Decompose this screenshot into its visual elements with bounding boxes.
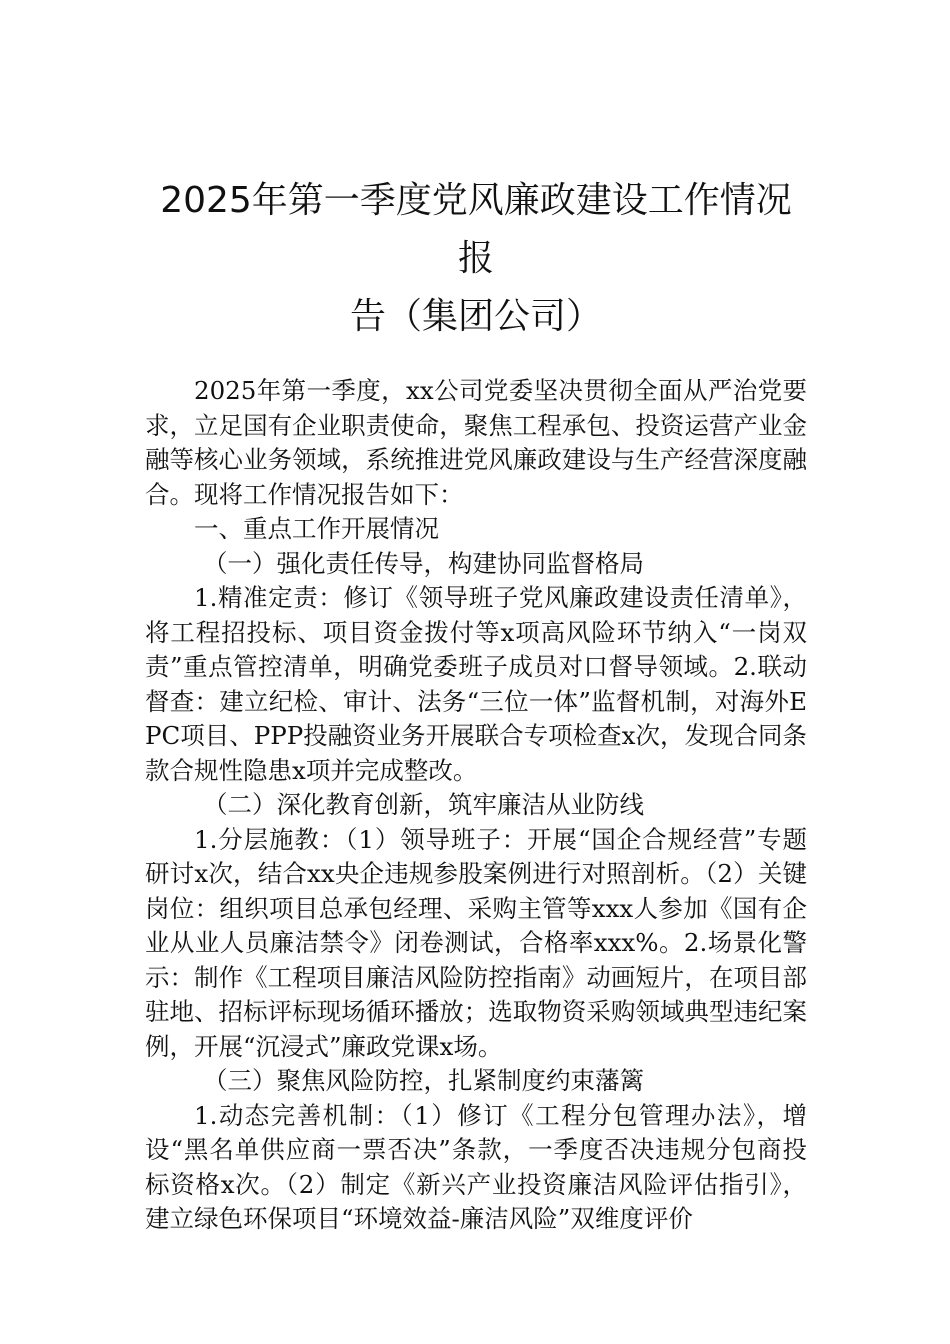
subsection-3-heading: （三）聚焦风险防控，扎紧制度约束藩篱	[203, 1066, 644, 1095]
intro-paragraph: 2025年第一季度，xx公司党委坚决贯彻全面从严治党要求，立足国有企业职责使命，聚焦工程承包、投资运营产业金融等核心业务领域，系统推进党风廉政建设与生产经营深度融合。现将工作情况报告如下：	[145, 376, 807, 509]
document-page	[145, 172, 807, 1237]
title-line-1: 2025年第一季度党风廉政建设工作情况报	[160, 180, 792, 279]
document-title	[145, 172, 807, 346]
subsection-1-body: 1.精准定责：修订《领导班子党风廉政建设责任清单》，将工程招投标、项目资金拨付等x项高风险环节纳入“一岗双责”重点管控清单，明确党委班子成员对口督导领域。2.联动督查：建立纪检、审计、法务“三位一体”监督机制，对海外EPC项目、PPP投融资业务开展联合专项检查x次，发现合同条款合规性隐患x项并完成整改。	[145, 583, 807, 785]
section-1-heading: 一、重点工作开展情况	[194, 514, 439, 543]
subsection-1-heading: （一）强化责任传导，构建协同监督格局	[203, 548, 644, 578]
subsection-2-body: 1.分层施教：（1）领导班子：开展“国企合规经营”专题研讨x次，结合xx央企违规参股案例进行对照剖析。（2）关键岗位：组织项目总承包经理、采购主管等xxx人参加《国有企业从业人员廉洁禁令》闭卷测试，合格率xxx%。2.场景化警示：制作《工程项目廉洁风险防控指南》动画短片，在项目部驻地、招标评标现场循环播放；选取物资采购领域典型违纪案例，开展“沉浸式”廉政党课x场。	[145, 824, 807, 1061]
title-line-2: 告（集团公司）	[349, 296, 602, 337]
subsection-2-heading: （二）深化教育创新，筑牢廉洁从业防线	[203, 790, 644, 819]
subsection-3-body: 1.动态完善机制：（1）修订《工程分包管理办法》，增设“黑名单供应商一票否决”条款，一季度否决违规分包商投标资格x次。（2）制定《新兴产业投资廉洁风险评估指引》，建立绿色环保项目“环境效益-廉洁风险”双维度评价	[145, 1100, 807, 1233]
